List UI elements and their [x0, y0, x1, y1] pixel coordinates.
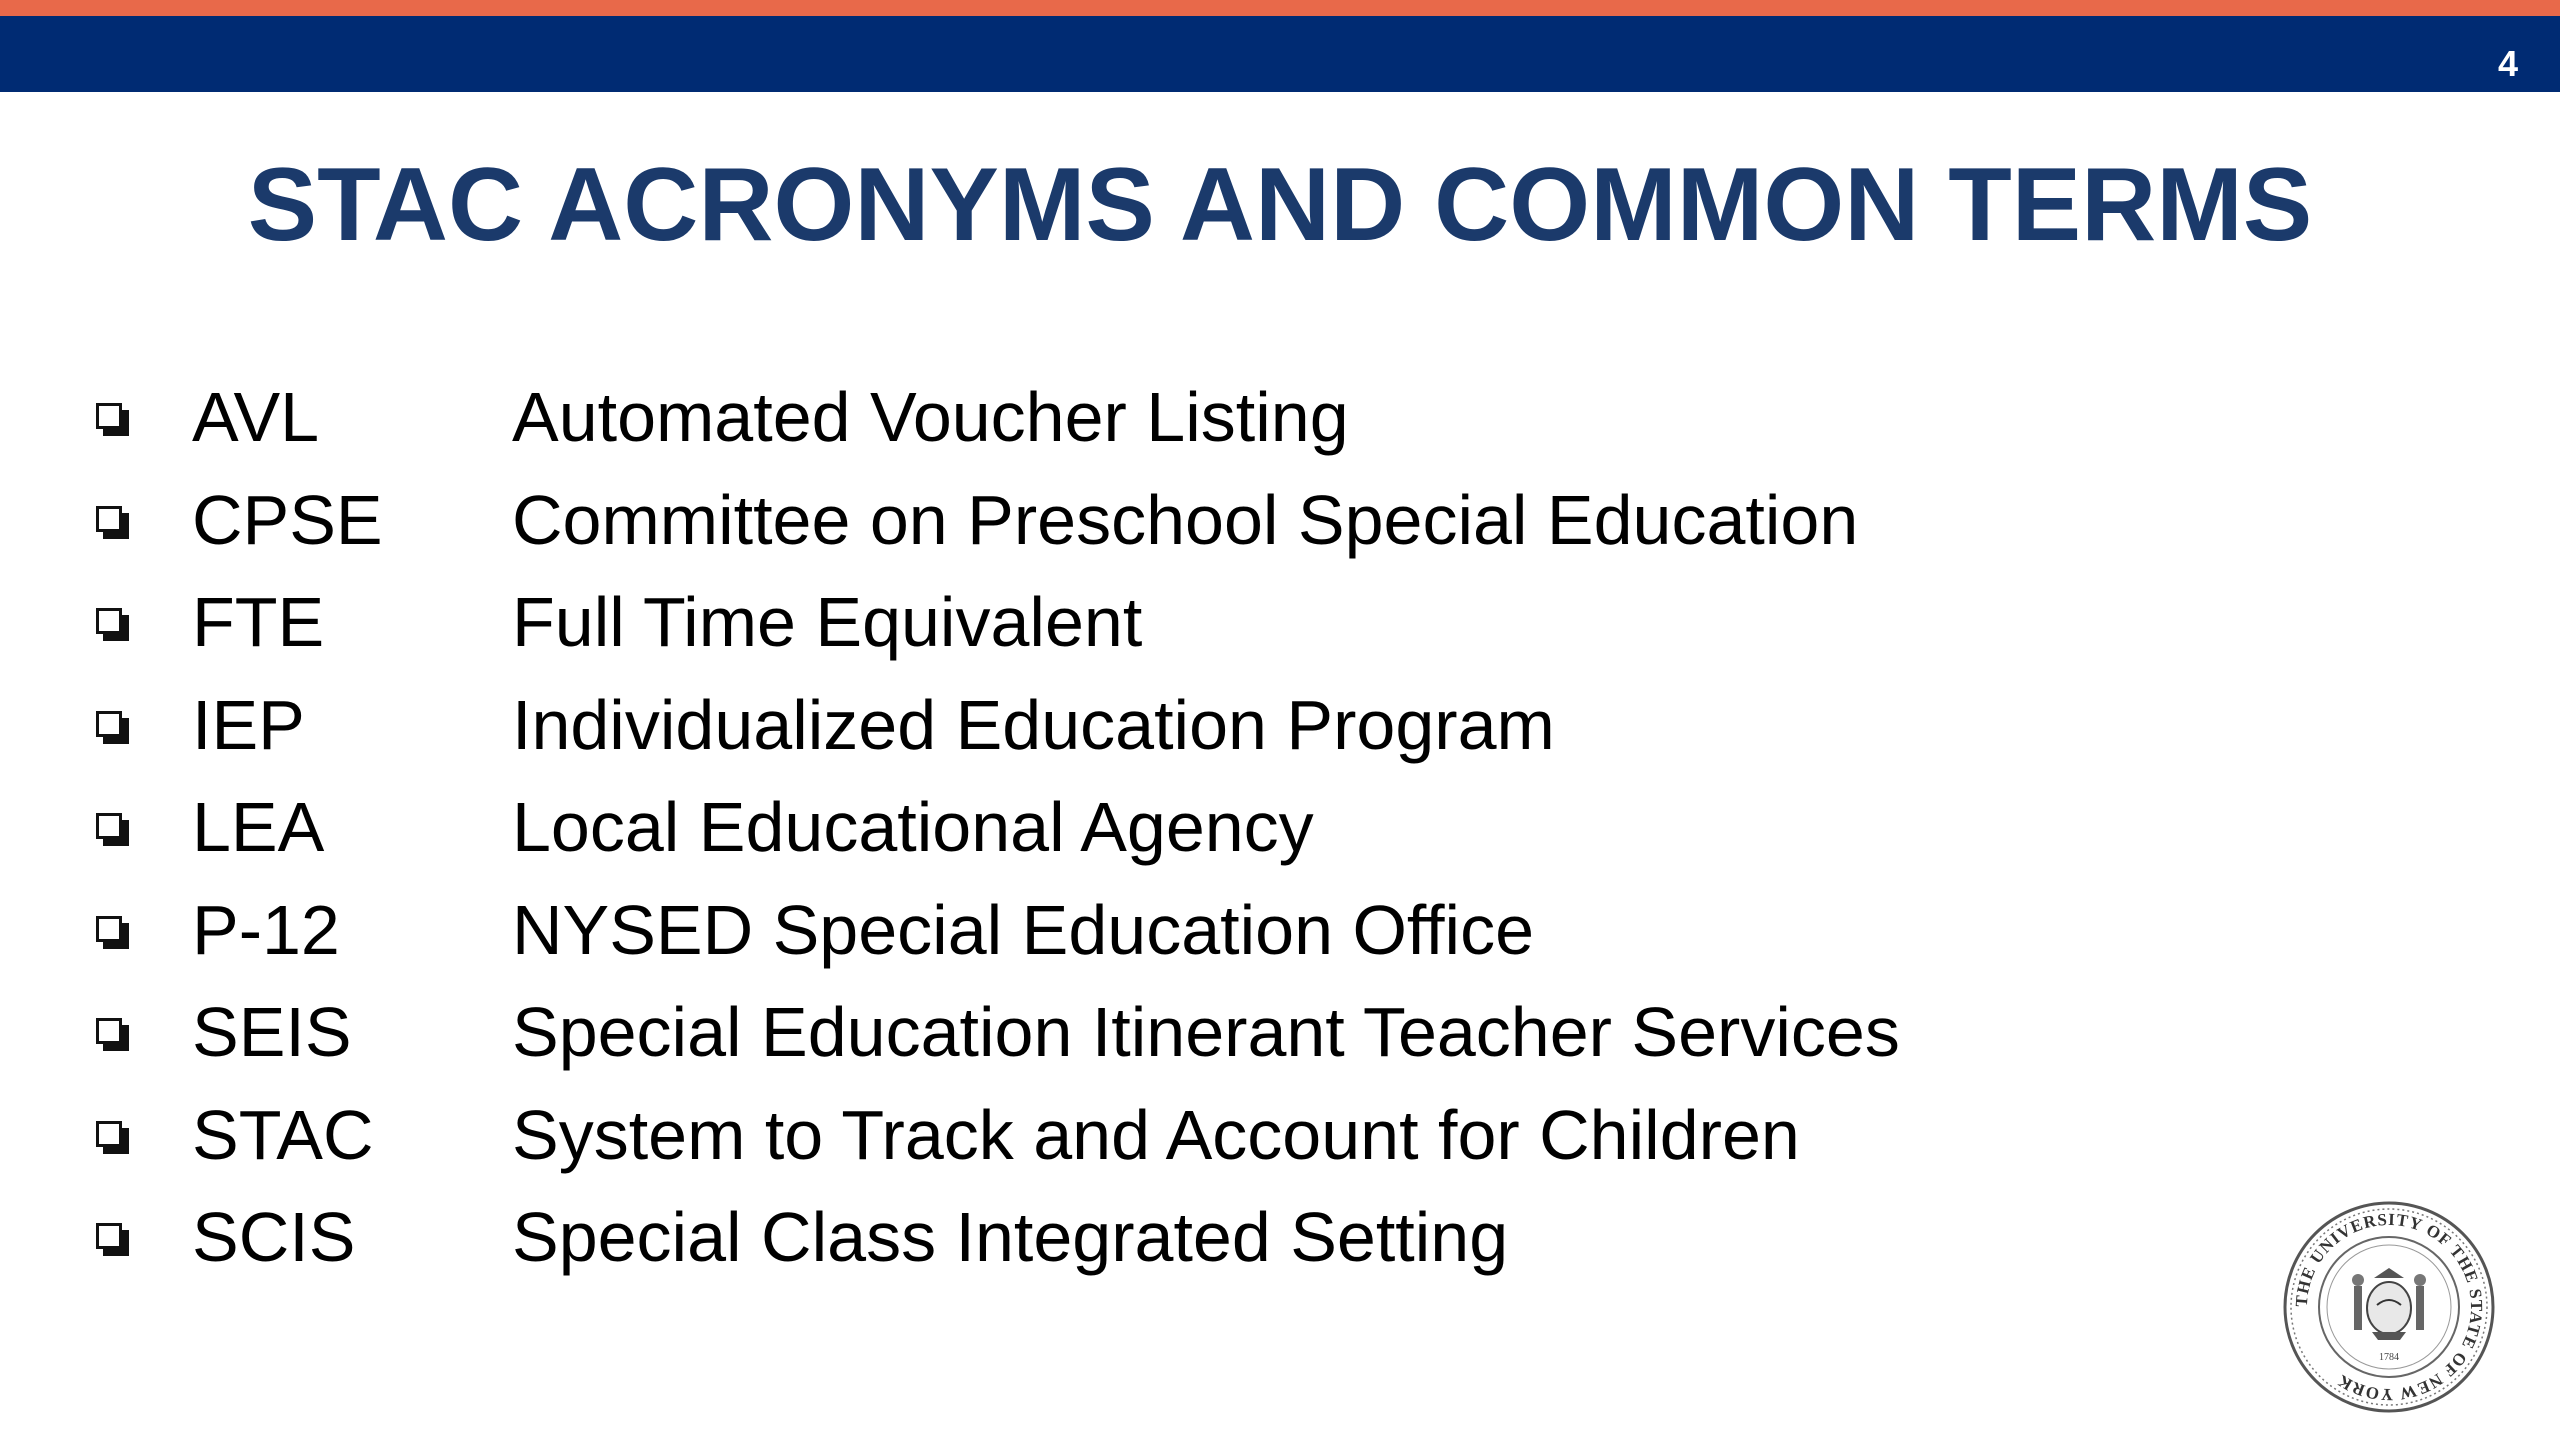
seal-text: THE UNIVERSITY OF THE STATE OF NEW YORK — [2291, 1209, 2487, 1405]
term-acronym: SCIS — [192, 1198, 356, 1277]
header-accent-stripe — [0, 0, 2560, 16]
checkbox-bullet-icon — [96, 813, 130, 847]
term-definition: Automated Voucher Listing — [512, 378, 1349, 457]
term-definition: Full Time Equivalent — [512, 583, 1143, 662]
term-definition: System to Track and Account for Children — [512, 1095, 1800, 1174]
terms-list — [96, 366, 2196, 1289]
term-row — [96, 879, 2196, 982]
term-acronym: IEP — [192, 685, 305, 764]
term-acronym: FTE — [192, 583, 325, 662]
term-acronym: AVL — [192, 378, 320, 457]
university-seal-icon — [2282, 1200, 2496, 1414]
term-acronym: P-12 — [192, 890, 340, 969]
term-row — [96, 674, 2196, 777]
checkbox-bullet-icon — [96, 711, 130, 745]
term-row — [96, 776, 2196, 879]
checkbox-bullet-icon — [96, 1223, 130, 1257]
term-row — [96, 469, 2196, 572]
term-acronym: LEA — [192, 788, 325, 867]
term-row — [96, 1084, 2196, 1187]
checkbox-bullet-icon — [96, 1018, 130, 1052]
page-number: 4 — [2497, 43, 2518, 84]
term-acronym: STAC — [192, 1095, 374, 1174]
slide-title: STAC ACRONYMS AND COMMON TERMS — [247, 147, 2313, 263]
checkbox-bullet-icon — [96, 506, 130, 540]
term-definition: Individualized Education Program — [512, 685, 1555, 764]
term-row — [96, 571, 2196, 674]
header-bar — [0, 16, 2560, 92]
term-row — [96, 1186, 2196, 1289]
checkbox-bullet-icon — [96, 608, 130, 642]
term-acronym: CPSE — [192, 480, 383, 559]
term-row — [96, 366, 2196, 469]
checkbox-bullet-icon — [96, 916, 130, 950]
term-definition: NYSED Special Education Office — [512, 890, 1535, 969]
term-definition: Local Educational Agency — [512, 788, 1314, 867]
checkbox-bullet-icon — [96, 403, 130, 437]
term-definition: Committee on Preschool Special Education — [512, 480, 1859, 559]
checkbox-bullet-icon — [96, 1121, 130, 1155]
term-acronym: SEIS — [192, 993, 352, 1072]
term-definition: Special Education Itinerant Teacher Services — [512, 993, 1900, 1072]
term-row — [96, 981, 2196, 1084]
term-definition: Special Class Integrated Setting — [512, 1198, 1509, 1277]
svg-text:1784: 1784 — [2379, 1352, 2399, 1363]
